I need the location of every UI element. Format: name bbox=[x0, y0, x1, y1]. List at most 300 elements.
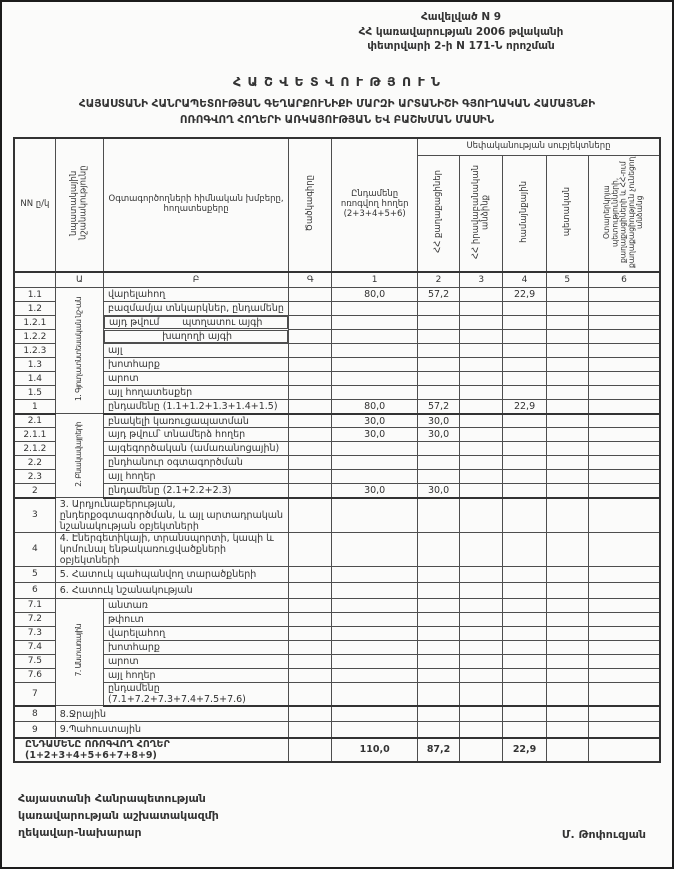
value-cell bbox=[460, 722, 503, 738]
row-number-cell: 7.5 bbox=[14, 654, 55, 668]
subtotal-row bbox=[14, 682, 660, 706]
land-type-cell: վարելահող bbox=[104, 288, 289, 302]
value-cell bbox=[503, 358, 546, 372]
cell-text: պտղատու այգի bbox=[182, 317, 263, 329]
row-number-cell: 1.1 bbox=[14, 288, 55, 302]
row-number-cell: 4 bbox=[14, 532, 55, 566]
letter-cell: Գ bbox=[289, 272, 332, 288]
value-cell bbox=[546, 626, 588, 640]
vertical-text: պետական bbox=[561, 186, 572, 237]
value-cell bbox=[503, 498, 546, 533]
value-cell bbox=[460, 738, 503, 762]
value-cell bbox=[546, 414, 588, 428]
value-cell bbox=[417, 566, 459, 582]
value-cell bbox=[588, 484, 660, 498]
table-row bbox=[14, 626, 660, 640]
value-cell bbox=[460, 612, 503, 626]
land-type-cell: այլ հողեր bbox=[104, 470, 289, 484]
value-cell bbox=[546, 682, 588, 706]
row-number-cell: 1.4 bbox=[14, 372, 55, 386]
group-label-cell bbox=[55, 414, 103, 498]
col-header-row-no: NN ը/կ bbox=[14, 138, 55, 273]
value-cell bbox=[503, 344, 546, 358]
value-cell bbox=[332, 706, 418, 722]
vertical-text: ՀՀ իրավաբանական անձինք bbox=[470, 164, 491, 259]
row-number-cell: 1.5 bbox=[14, 386, 55, 400]
code-cell bbox=[289, 498, 332, 533]
value-cell bbox=[417, 470, 459, 484]
group-label-cell bbox=[55, 598, 103, 706]
value-cell bbox=[588, 316, 660, 330]
value-cell bbox=[460, 372, 503, 386]
value-cell bbox=[460, 358, 503, 372]
land-type-cell bbox=[104, 330, 288, 343]
appendix-line: ՀՀ կառավարության 2006 թվականի bbox=[358, 25, 564, 38]
value-cell bbox=[332, 316, 418, 330]
land-category-cell: 6. Հատուկ նշանակության bbox=[55, 582, 288, 598]
value-cell bbox=[332, 442, 418, 456]
row-number-cell: 8 bbox=[14, 706, 55, 722]
code-cell bbox=[289, 288, 332, 302]
code-cell bbox=[289, 566, 332, 582]
value-cell bbox=[588, 722, 660, 738]
table-row bbox=[14, 428, 660, 442]
value-cell bbox=[332, 654, 418, 668]
land-type-cell bbox=[104, 316, 288, 329]
value-cell bbox=[588, 682, 660, 706]
value-cell bbox=[332, 386, 418, 400]
value-cell bbox=[332, 598, 418, 612]
value-cell bbox=[503, 302, 546, 316]
value-cell bbox=[460, 668, 503, 682]
value-cell bbox=[332, 668, 418, 682]
value-cell bbox=[460, 626, 503, 640]
letter-cell: 1 bbox=[332, 272, 418, 288]
row-number-cell: 7.1 bbox=[14, 598, 55, 612]
organization-line: կառավարության աշխատակազմի bbox=[18, 808, 219, 822]
code-cell bbox=[289, 470, 332, 484]
value-cell bbox=[460, 330, 503, 344]
land-type-cell: անտառ bbox=[104, 598, 289, 612]
table-row bbox=[14, 344, 660, 358]
table-row bbox=[14, 640, 660, 654]
col-header-foreign bbox=[588, 155, 660, 272]
table-row bbox=[14, 316, 660, 330]
value-cell bbox=[460, 400, 503, 414]
table-row bbox=[14, 442, 660, 456]
value-cell: 30,0 bbox=[332, 484, 418, 498]
value-cell bbox=[588, 456, 660, 470]
code-cell bbox=[289, 654, 332, 668]
value-cell bbox=[546, 640, 588, 654]
value-cell bbox=[546, 428, 588, 442]
row-number-cell: 3 bbox=[14, 498, 55, 533]
value-cell bbox=[460, 598, 503, 612]
value-cell bbox=[332, 344, 418, 358]
value-cell bbox=[417, 654, 459, 668]
value-cell bbox=[503, 722, 546, 738]
group-vertical-text: 1. Գյուղատնտեսական նշ-ան bbox=[74, 297, 84, 402]
value-cell bbox=[460, 288, 503, 302]
value-cell bbox=[460, 654, 503, 668]
land-type-cell: խոտհարք bbox=[104, 358, 289, 372]
table-row bbox=[14, 654, 660, 668]
code-cell bbox=[289, 640, 332, 654]
row-number-cell: 2.1.2 bbox=[14, 442, 55, 456]
land-type-cell: արոտ bbox=[104, 372, 289, 386]
col-header-legal-entities bbox=[460, 155, 503, 272]
land-type-cell: այլ bbox=[104, 344, 289, 358]
code-cell bbox=[289, 456, 332, 470]
table-row bbox=[14, 582, 660, 598]
value-cell bbox=[546, 302, 588, 316]
value-cell bbox=[332, 330, 418, 344]
land-type-cell: թփուտ bbox=[104, 612, 289, 626]
land-type-cell: այլ հողատեսքեր bbox=[104, 386, 289, 400]
value-cell: 87,2 bbox=[417, 738, 459, 762]
value-cell bbox=[546, 288, 588, 302]
value-cell bbox=[503, 372, 546, 386]
value-cell bbox=[546, 316, 588, 330]
land-category-cell: 3. Արդյունաբերության, ընդերքօգտագործման, և այլ արտադրական նշանակության օբյեկտների bbox=[55, 498, 288, 533]
value-cell: 30,0 bbox=[417, 428, 459, 442]
table-row bbox=[14, 612, 660, 626]
organization-name bbox=[18, 790, 219, 841]
col-header-state bbox=[546, 155, 588, 272]
value-cell bbox=[332, 566, 418, 582]
value-cell bbox=[546, 400, 588, 414]
code-cell bbox=[289, 372, 332, 386]
code-cell bbox=[289, 358, 332, 372]
appendix-note bbox=[286, 10, 636, 54]
value-cell bbox=[503, 456, 546, 470]
value-cell: 30,0 bbox=[332, 428, 418, 442]
row-number-cell: 1.2.2 bbox=[14, 330, 55, 344]
letter-cell bbox=[14, 272, 55, 288]
table-row bbox=[14, 706, 660, 722]
value-cell bbox=[546, 344, 588, 358]
land-category-cell: 9.Պահուստային bbox=[55, 722, 288, 738]
code-cell bbox=[289, 738, 332, 762]
col-header-purpose bbox=[55, 138, 103, 273]
table-row bbox=[14, 598, 660, 612]
value-cell bbox=[332, 722, 418, 738]
table-row bbox=[14, 566, 660, 582]
code-cell bbox=[289, 386, 332, 400]
value-cell bbox=[460, 302, 503, 316]
row-number-cell: 7.3 bbox=[14, 626, 55, 640]
code-cell bbox=[289, 598, 332, 612]
code-cell bbox=[289, 612, 332, 626]
value-cell bbox=[503, 682, 546, 706]
value-cell: 30,0 bbox=[417, 484, 459, 498]
value-cell bbox=[460, 442, 503, 456]
row-number-cell: 1.2.1 bbox=[14, 316, 55, 330]
appendix-line: Հավելված N 9 bbox=[420, 11, 502, 23]
value-cell bbox=[460, 706, 503, 722]
value-cell bbox=[503, 654, 546, 668]
row-number-cell: 1 bbox=[14, 400, 55, 414]
value-cell bbox=[546, 456, 588, 470]
value-cell bbox=[460, 682, 503, 706]
row-number-cell: 7 bbox=[14, 682, 55, 706]
land-type-cell: բազմամյա տնկարկներ, ընդամենը bbox=[104, 302, 289, 316]
value-cell bbox=[460, 582, 503, 598]
value-cell: 30,0 bbox=[332, 414, 418, 428]
value-cell bbox=[588, 288, 660, 302]
letter-cell: 2 bbox=[417, 272, 459, 288]
col-header-code bbox=[289, 138, 332, 273]
row-number-cell: 2.2 bbox=[14, 456, 55, 470]
value-cell bbox=[332, 498, 418, 533]
value-cell bbox=[417, 682, 459, 706]
value-cell bbox=[588, 654, 660, 668]
value-cell bbox=[417, 344, 459, 358]
subtotal-row bbox=[14, 484, 660, 498]
value-cell bbox=[417, 372, 459, 386]
value-cell bbox=[588, 414, 660, 428]
value-cell bbox=[588, 302, 660, 316]
value-cell bbox=[503, 428, 546, 442]
value-cell bbox=[460, 532, 503, 566]
value-cell bbox=[588, 626, 660, 640]
code-cell bbox=[289, 428, 332, 442]
land-type-cell: ընդամենը (1.1+1.2+1.3+1.4+1.5) bbox=[104, 400, 289, 414]
value-cell bbox=[546, 484, 588, 498]
value-cell bbox=[546, 372, 588, 386]
table-row bbox=[14, 302, 660, 316]
report-subtitle bbox=[10, 97, 664, 129]
code-cell bbox=[289, 626, 332, 640]
value-cell bbox=[588, 442, 660, 456]
land-type-cell: ընդհանուր օգտագործման bbox=[104, 456, 289, 470]
value-cell bbox=[417, 330, 459, 344]
code-cell bbox=[289, 302, 332, 316]
value-cell bbox=[588, 330, 660, 344]
value-cell bbox=[588, 498, 660, 533]
code-cell bbox=[289, 442, 332, 456]
land-category-cell: 8.Ջրային bbox=[55, 706, 288, 722]
code-cell bbox=[289, 582, 332, 598]
value-cell bbox=[332, 302, 418, 316]
group-vertical-text: 2. Բնակավայրերի bbox=[74, 421, 84, 487]
row-number-cell: 2 bbox=[14, 484, 55, 498]
value-cell bbox=[503, 532, 546, 566]
value-cell bbox=[417, 626, 459, 640]
table-row bbox=[14, 358, 660, 372]
table-row bbox=[14, 414, 660, 428]
value-cell bbox=[546, 330, 588, 344]
value-cell bbox=[546, 442, 588, 456]
value-cell bbox=[417, 640, 459, 654]
value-cell bbox=[417, 316, 459, 330]
value-cell bbox=[417, 582, 459, 598]
value-cell bbox=[546, 566, 588, 582]
value-cell bbox=[588, 640, 660, 654]
signer-name: Մ. Թոփուզյան bbox=[561, 828, 646, 841]
value-cell bbox=[546, 532, 588, 566]
value-cell: 22,9 bbox=[503, 400, 546, 414]
value-cell bbox=[417, 668, 459, 682]
value-cell bbox=[503, 414, 546, 428]
col-header-total: Ընդամենը ոռոգվող հողեր (2+3+4+5+6) bbox=[332, 138, 418, 273]
value-cell bbox=[503, 316, 546, 330]
code-cell bbox=[289, 722, 332, 738]
land-type-cell: այգեգործական (ամառանոցային) bbox=[104, 442, 289, 456]
value-cell bbox=[546, 470, 588, 484]
vertical-text: Ծածկագիրը bbox=[304, 174, 315, 232]
land-category-cell: 5. Հատուկ պահպանվող տարածքների bbox=[55, 566, 288, 582]
letter-cell: 3 bbox=[460, 272, 503, 288]
value-cell bbox=[417, 706, 459, 722]
table-row bbox=[14, 456, 660, 470]
code-cell bbox=[289, 484, 332, 498]
value-cell: 80,0 bbox=[332, 400, 418, 414]
letter-cell: Բ bbox=[104, 272, 289, 288]
table-row bbox=[14, 386, 660, 400]
signature-block bbox=[18, 790, 646, 841]
value-cell bbox=[588, 668, 660, 682]
table-row bbox=[14, 498, 660, 533]
value-cell: 80,0 bbox=[332, 288, 418, 302]
value-cell: 22,9 bbox=[503, 738, 546, 762]
value-cell bbox=[546, 654, 588, 668]
value-cell bbox=[503, 484, 546, 498]
value-cell bbox=[332, 358, 418, 372]
value-cell bbox=[417, 612, 459, 626]
value-cell bbox=[417, 456, 459, 470]
value-cell bbox=[588, 358, 660, 372]
land-type-cell: այդ թվում՝ տնամերձ հողեր bbox=[104, 428, 289, 442]
vertical-text: նպատակային նշանակությունը bbox=[69, 165, 89, 241]
value-cell bbox=[546, 612, 588, 626]
table-row bbox=[14, 372, 660, 386]
value-cell bbox=[460, 316, 503, 330]
value-cell bbox=[546, 668, 588, 682]
value-cell bbox=[332, 532, 418, 566]
value-cell bbox=[588, 372, 660, 386]
table-row bbox=[14, 668, 660, 682]
value-cell bbox=[503, 668, 546, 682]
letter-cell: 6 bbox=[588, 272, 660, 288]
value-cell bbox=[546, 386, 588, 400]
value-cell bbox=[332, 582, 418, 598]
row-number-cell: 6 bbox=[14, 582, 55, 598]
value-cell bbox=[588, 386, 660, 400]
value-cell bbox=[503, 386, 546, 400]
value-cell bbox=[332, 372, 418, 386]
col-header-ownership-group: Սեփականության սուբյեկտները bbox=[417, 138, 660, 156]
table-row bbox=[14, 330, 660, 344]
value-cell bbox=[332, 682, 418, 706]
row-number-cell: 2.1 bbox=[14, 414, 55, 428]
value-cell bbox=[588, 582, 660, 598]
value-cell bbox=[588, 598, 660, 612]
value-cell bbox=[417, 722, 459, 738]
value-cell bbox=[503, 566, 546, 582]
value-cell bbox=[417, 532, 459, 566]
value-cell bbox=[417, 498, 459, 533]
row-number-cell: 9 bbox=[14, 722, 55, 738]
land-type-cell: այլ հողեր bbox=[104, 668, 289, 682]
report-subtitle-line: ՈՌՈԳՎՈՂ ՀՈՂԵՐԻ ԱՌԿԱՅՈՒԹՅԱՆ ԵՎ ԲԱՇԽՄԱՆ ՄԱՍԻՆ bbox=[179, 113, 495, 126]
value-cell bbox=[460, 344, 503, 358]
row-number-cell: 7.4 bbox=[14, 640, 55, 654]
value-cell bbox=[460, 428, 503, 442]
row-number-cell: 1.3 bbox=[14, 358, 55, 372]
appendix-line: փետրվարի 2-ի N 171-Ն որոշման bbox=[367, 40, 555, 53]
value-cell bbox=[332, 456, 418, 470]
header-row-letters bbox=[14, 272, 660, 288]
grand-total-row bbox=[14, 738, 660, 762]
value-cell bbox=[460, 640, 503, 654]
code-cell bbox=[289, 706, 332, 722]
code-cell bbox=[289, 532, 332, 566]
value-cell bbox=[546, 706, 588, 722]
value-cell bbox=[417, 386, 459, 400]
land-category-cell: 4. Էներգետիկայի, տրանսպորտի, կապի և կոմունալ ենթակառուցվածքների օբյեկտների bbox=[55, 532, 288, 566]
value-cell bbox=[546, 598, 588, 612]
group-vertical-text: 7. Անտառային bbox=[74, 624, 84, 677]
value-cell: 57,2 bbox=[417, 288, 459, 302]
code-cell bbox=[289, 330, 332, 344]
value-cell bbox=[417, 442, 459, 456]
value-cell bbox=[546, 358, 588, 372]
value-cell bbox=[588, 428, 660, 442]
col-header-user-groups: Օգտագործողների հիմնական խմբերը, հողատեսքերը bbox=[104, 138, 289, 273]
code-cell bbox=[289, 682, 332, 706]
organization-line: ղեկավար-նախարար bbox=[18, 825, 142, 839]
subtotal-row bbox=[14, 400, 660, 414]
land-type-cell: ընդամենը (7.1+7.2+7.3+7.4+7.5+7.6) bbox=[104, 682, 289, 706]
value-cell bbox=[546, 498, 588, 533]
value-cell bbox=[588, 470, 660, 484]
value-cell bbox=[588, 566, 660, 582]
value-cell bbox=[588, 400, 660, 414]
value-cell bbox=[588, 612, 660, 626]
vertical-text: համայնքային bbox=[518, 180, 529, 243]
value-cell bbox=[503, 598, 546, 612]
value-cell bbox=[588, 344, 660, 358]
cell-text: խաղողի այգի bbox=[162, 330, 232, 342]
value-cell bbox=[503, 612, 546, 626]
letter-cell: Ա bbox=[55, 272, 103, 288]
table-row bbox=[14, 470, 660, 484]
land-type-cell: բնակելի կառուցապատման bbox=[104, 414, 289, 428]
table-row bbox=[14, 532, 660, 566]
land-type-cell: արոտ bbox=[104, 654, 289, 668]
table-row bbox=[14, 288, 660, 302]
land-type-cell: վարելահող bbox=[104, 626, 289, 640]
value-cell bbox=[503, 470, 546, 484]
value-cell: 22,9 bbox=[503, 288, 546, 302]
value-cell bbox=[460, 414, 503, 428]
value-cell bbox=[460, 386, 503, 400]
row-number-cell: 7.6 bbox=[14, 668, 55, 682]
cell-text: այդ թվում bbox=[109, 317, 160, 329]
value-cell bbox=[503, 442, 546, 456]
land-type-cell: ընդամենը (2.1+2.2+2.3) bbox=[104, 484, 289, 498]
col-header-community bbox=[503, 155, 546, 272]
value-cell bbox=[460, 566, 503, 582]
value-cell bbox=[417, 302, 459, 316]
value-cell bbox=[417, 358, 459, 372]
report-subtitle-line: ՀԱՅԱՍՏԱՆԻ ՀԱՆՐԱՊԵՏՈՒԹՅԱՆ ԳԵՂԱՐՔՈՒՆԻՔԻ ՄԱՐԶԻ ԱՐՏԱՆԻՇԻ ԳՅՈՒՂԱԿԱՆ ՀԱՄԱՅՆՔԻ bbox=[78, 98, 596, 111]
value-cell bbox=[588, 706, 660, 722]
row-number-cell: 2.1.1 bbox=[14, 428, 55, 442]
value-cell: 110,0 bbox=[332, 738, 418, 762]
row-number-cell: 7.2 bbox=[14, 612, 55, 626]
